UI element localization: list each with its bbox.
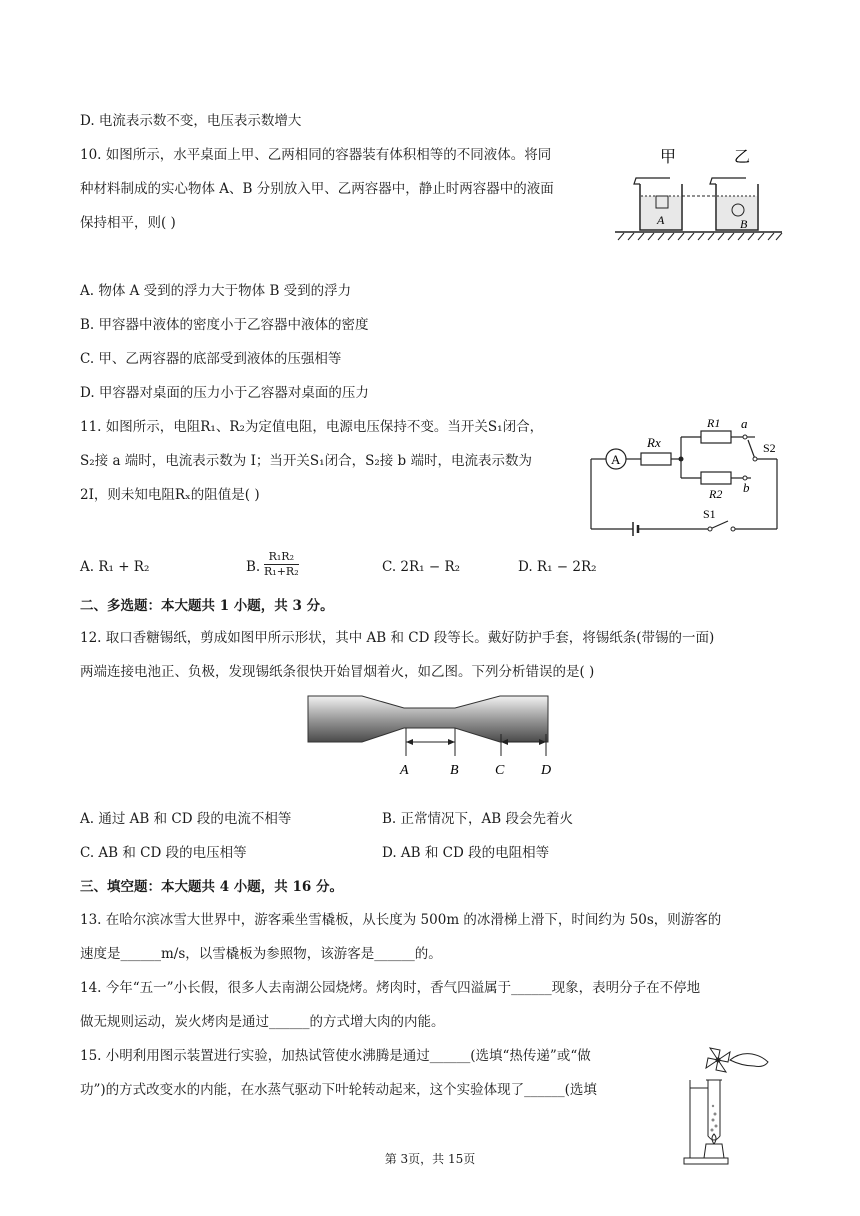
q11-option-c: C. 2R₁ − R₂ xyxy=(382,559,461,575)
q12-option-a: A. 通过 AB 和 CD 段的电流不相等 xyxy=(80,811,292,827)
page-footer: 第 3页，共 15页 xyxy=(384,1152,476,1166)
switch-s2-blade xyxy=(748,440,755,459)
foil-label-a: A xyxy=(400,763,409,778)
q11-option-b-denominator: R₁+R₂ xyxy=(264,565,299,578)
q11-stem-line3: 2I，则未知电阻Rₓ的阻值是( ) xyxy=(80,487,260,503)
container-left-label: 甲 xyxy=(660,149,677,166)
foil-label-b: B xyxy=(450,763,459,778)
q14-line2: 做无规则运动，炭火烤肉是通过______的方式增大肉的内能。 xyxy=(80,1014,445,1030)
q10-option-b: B. 甲容器中液体的密度小于乙容器中液体的密度 xyxy=(80,317,369,333)
q10-option-d: D. 甲容器对桌面的压力小于乙容器对桌面的压力 xyxy=(80,385,369,401)
switch-s1-blade xyxy=(710,521,728,529)
q14-line1: 14. 今年“五一”小长假，很多人去南湖公园烧烤。烤肉时，香气四溢属于______现象，表明分子在不停地 xyxy=(80,980,701,996)
q10-option-a: A. 物体 A 受到的浮力大于物体 B 受到的浮力 xyxy=(80,283,352,299)
q10-stem-line3: 保持相平，则( ) xyxy=(80,215,176,231)
q11-stem-line1: 11. 如图所示，电阻R₁、R₂为定值电阻，电源电压保持不变。当开关S₁闭合， xyxy=(80,419,544,435)
q12-option-c: C. AB 和 CD 段的电压相等 xyxy=(80,845,247,861)
resistor-r1 xyxy=(701,431,731,443)
q12-option-d: D. AB 和 CD 段的电阻相等 xyxy=(382,845,550,861)
q15-line2: 功”)的方式改变水的内能，在水蒸气驱动下叶轮转动起来，这个实验体现了______(选填 xyxy=(80,1082,597,1098)
resistor-r2 xyxy=(701,472,731,484)
q12-option-b: B. 正常情况下，AB 段会先着火 xyxy=(382,811,573,827)
q10-stem-line1: 10. 如图所示，水平桌面上甲、乙两相同的容器装有体积相等的不同液体。将同 xyxy=(80,147,552,163)
q9-option-d: D. 电流表示数不变，电压表示数增大 xyxy=(80,113,302,129)
circuit-figure xyxy=(585,410,785,540)
q10-stem-line2: 种材料制成的实心物体 A、B 分别放入甲、乙两容器中，静止时两容器中的液面 xyxy=(80,181,554,197)
q11-option-d: D. R₁ − 2R₂ xyxy=(518,559,597,575)
q15-line1: 15. 小明利用图示装置进行实验，加热试管使水沸腾是通过______(选填“热传递”或“做 xyxy=(80,1048,591,1064)
foil-strip-figure xyxy=(300,690,560,785)
object-a-label: A xyxy=(657,213,665,227)
foil-label-c: C xyxy=(495,763,505,778)
s2-label: S2 xyxy=(763,441,776,455)
object-b-label: B xyxy=(740,217,748,231)
q11-stem-line2: S₂接 a 端时，电流表示数为 I；当开关S₁闭合，S₂接 b 端时，电流表示数为 xyxy=(80,453,532,469)
containers-figure xyxy=(610,140,785,245)
container-right-label: 乙 xyxy=(734,149,751,166)
terminal-a-label: a xyxy=(741,416,748,431)
r2-label: R2 xyxy=(709,487,723,501)
s1-label: S1 xyxy=(703,507,716,521)
q11-option-b-prefix: B. xyxy=(246,559,261,575)
rx-label: Rx xyxy=(647,435,661,450)
resistor-rx xyxy=(641,453,671,465)
r1-label: R1 xyxy=(707,416,721,430)
q11-option-b-numerator: R₁R₂ xyxy=(264,550,299,565)
q10-option-c: C. 甲、乙两容器的底部受到液体的压强相等 xyxy=(80,351,342,367)
q12-stem-line2: 两端连接电池正、负极，发现锡纸条很快开始冒烟着火，如乙图。下列分析错误的是( ) xyxy=(80,664,595,680)
q13-line1: 13. 在哈尔滨冰雪大世界中，游客乘坐雪橇板，从长度为 500m 的冰滑梯上滑下，时间约为 50s，则游客的 xyxy=(80,912,722,928)
q12-stem-line1: 12. 取口香糖锡纸，剪成如图甲所示形状，其中 AB 和 CD 段等长。戴好防护手套，将锡纸条(带锡的一面) xyxy=(80,630,715,646)
section-2-heading: 二、多选题：本大题共 1 小题，共 3 分。 xyxy=(80,598,334,614)
section-3-heading: 三、填空题：本大题共 4 小题，共 16 分。 xyxy=(80,879,343,895)
q13-line2: 速度是______m/s，以雪橇板为参照物，该游客是______的。 xyxy=(80,946,442,962)
foil-label-d: D xyxy=(541,763,552,778)
ammeter-label: A xyxy=(611,452,621,467)
q11-option-a: A. R₁ + R₂ xyxy=(80,559,150,575)
terminal-b-label: b xyxy=(743,480,750,495)
